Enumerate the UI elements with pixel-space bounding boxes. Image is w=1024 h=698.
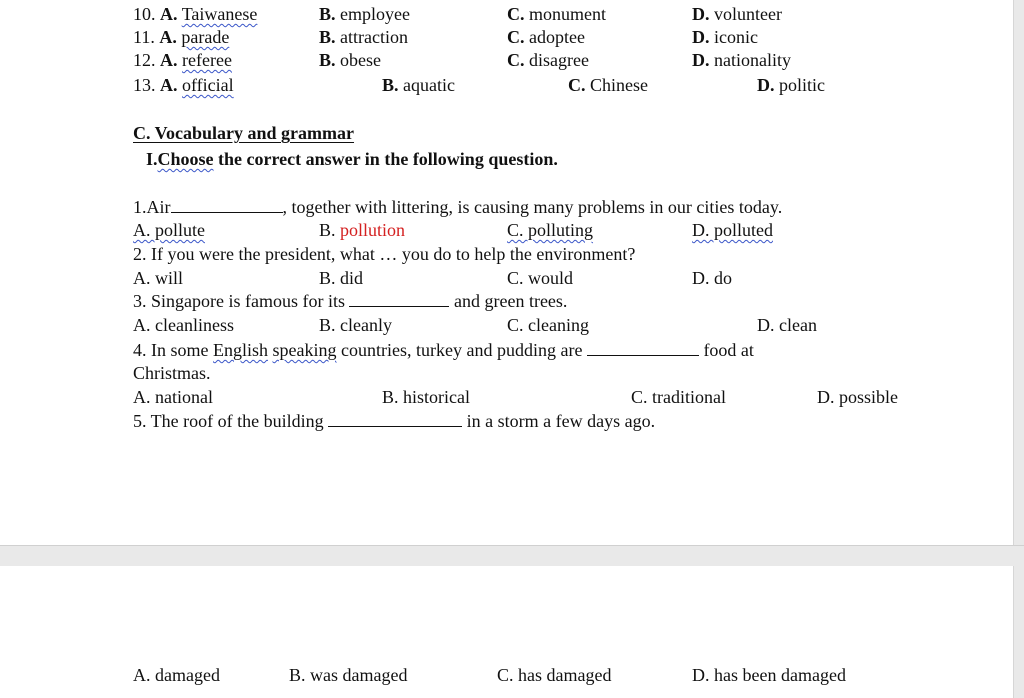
q5-stem xyxy=(133,410,655,432)
q1-option-b-wrap xyxy=(319,219,405,241)
q10-option-b-wrap xyxy=(319,3,410,25)
q1-option-d: D. polluted xyxy=(692,220,773,240)
q4-stem-line2: Christmas. xyxy=(133,363,211,383)
q4-option-d: D. possible xyxy=(817,387,898,407)
document-page-2 xyxy=(0,566,1014,698)
q12-number-and-a xyxy=(133,49,232,71)
letter-a: A. xyxy=(160,50,178,70)
q10-option-b: employee xyxy=(340,4,410,24)
q4-blank xyxy=(587,339,699,356)
letter-d: D. xyxy=(692,4,710,24)
letter-d: D. xyxy=(757,75,775,95)
q2-option-d: D. do xyxy=(692,268,732,288)
letter-d: D. xyxy=(692,50,710,70)
page-right-margin-2 xyxy=(1013,566,1024,698)
q2-option-a: A. will xyxy=(133,268,184,288)
q4-stem xyxy=(133,339,754,361)
q5-stem-start: 5. The roof of the building xyxy=(133,411,324,431)
q4-stem-end: food at xyxy=(703,340,754,360)
instruction-prefix: I. xyxy=(146,149,158,169)
letter-c: C. xyxy=(507,4,525,24)
q13-option-c-wrap xyxy=(568,74,648,96)
instruction-rest: the correct answer in the following question. xyxy=(213,149,558,169)
q13-number-and-a xyxy=(133,74,234,96)
q1-option-c: C. polluting xyxy=(507,220,594,240)
q3-stem-end: and green trees. xyxy=(453,291,568,311)
q11-option-b: attraction xyxy=(340,27,408,47)
q10-option-a: Taiwanese xyxy=(181,4,258,24)
letter-b: B. xyxy=(319,27,336,47)
letter-b: B. xyxy=(319,4,336,24)
page-break xyxy=(0,545,1024,567)
q13-option-d: politic xyxy=(779,75,825,95)
q12-option-d: nationality xyxy=(714,50,791,70)
letter-c: C. xyxy=(507,50,525,70)
q12-option-b: obese xyxy=(340,50,381,70)
q5-stem-end: in a storm a few days ago. xyxy=(466,411,656,431)
letter-a: A. xyxy=(159,27,177,47)
q11-option-d: iconic xyxy=(714,27,758,47)
q11-option-a: parade xyxy=(181,27,230,47)
q1-stem-end: , together with littering, is causing many problems in our cities today. xyxy=(282,197,783,217)
q4-option-a: A. national xyxy=(133,387,213,407)
letter-b: B. xyxy=(319,50,336,70)
section-title: C. Vocabulary and grammar xyxy=(133,123,355,143)
q13-option-d-wrap xyxy=(757,74,825,96)
q13-option-c: Chinese xyxy=(590,75,648,95)
q3-stem xyxy=(133,290,567,312)
q5-option-a: A. damaged xyxy=(133,665,220,685)
q3-option-a: A. cleanliness xyxy=(133,315,234,335)
q5-blank xyxy=(328,410,462,427)
q4-stem-word-speaking: speaking xyxy=(272,340,337,360)
q3-stem-start: 3. Singapore is famous for its xyxy=(133,291,345,311)
q4-option-c: C. traditional xyxy=(631,387,726,407)
q12-option-c-wrap xyxy=(507,49,589,71)
q13-number: 13. xyxy=(133,75,156,95)
q2-option-b: B. did xyxy=(319,268,364,288)
q5-option-d: D. has been damaged xyxy=(692,665,846,685)
q12-number: 12. xyxy=(133,50,156,70)
q13-option-a: official xyxy=(182,75,234,95)
letter-a: A. xyxy=(160,4,178,24)
q1-blank xyxy=(171,196,283,213)
q10-option-c-wrap xyxy=(507,3,606,25)
letter-c: C. xyxy=(568,75,586,95)
q3-option-b: B. cleanly xyxy=(319,315,392,335)
letter-b: B. xyxy=(382,75,399,95)
q12-option-b-wrap xyxy=(319,49,381,71)
q11-number-and-a xyxy=(133,26,229,48)
q10-number-and-a xyxy=(133,3,257,25)
q10-option-d: volunteer xyxy=(714,4,782,24)
q3-option-c: C. cleaning xyxy=(507,315,589,335)
q13-option-b: aquatic xyxy=(403,75,455,95)
q11-option-c-wrap xyxy=(507,26,585,48)
q2-option-c: C. would xyxy=(507,268,574,288)
letter-c: C. xyxy=(507,27,525,47)
letter-a: A. xyxy=(160,75,178,95)
q10-number: 10. xyxy=(133,4,156,24)
q11-option-d-wrap xyxy=(692,26,758,48)
q12-option-a: referee xyxy=(182,50,232,70)
q1-option-a: A. pollute xyxy=(133,220,205,240)
q1-option-b: pollution xyxy=(340,220,406,240)
q5-option-c: C. has damaged xyxy=(497,665,612,685)
q10-option-c: monument xyxy=(529,4,606,24)
instruction xyxy=(146,148,558,170)
q13-option-b-wrap xyxy=(382,74,455,96)
q4-stem-word-english: English xyxy=(213,340,269,360)
q4-stem-mid: countries, turkey and pudding are xyxy=(336,340,583,360)
q11-number: 11. xyxy=(133,27,155,47)
q4-option-b: B. historical xyxy=(382,387,470,407)
q5-option-b: B. was damaged xyxy=(289,665,408,685)
q1-stem xyxy=(133,196,782,218)
q12-option-d-wrap xyxy=(692,49,791,71)
q10-option-d-wrap xyxy=(692,3,782,25)
q3-blank xyxy=(349,290,449,307)
q11-option-c: adoptee xyxy=(529,27,585,47)
q11-option-b-wrap xyxy=(319,26,408,48)
q2-stem: 2. If you were the president, what … you do to help the environment? xyxy=(133,244,636,264)
q4-stem-start: 4. In some xyxy=(133,340,209,360)
letter-d: D. xyxy=(692,27,710,47)
page-right-margin xyxy=(1013,0,1024,545)
q1-stem-start: 1.Air xyxy=(133,197,171,217)
q3-option-d: D. clean xyxy=(757,315,817,335)
q12-option-c: disagree xyxy=(529,50,589,70)
instruction-word: Choose xyxy=(157,149,214,169)
q1-option-b-letter: B. xyxy=(319,220,336,240)
